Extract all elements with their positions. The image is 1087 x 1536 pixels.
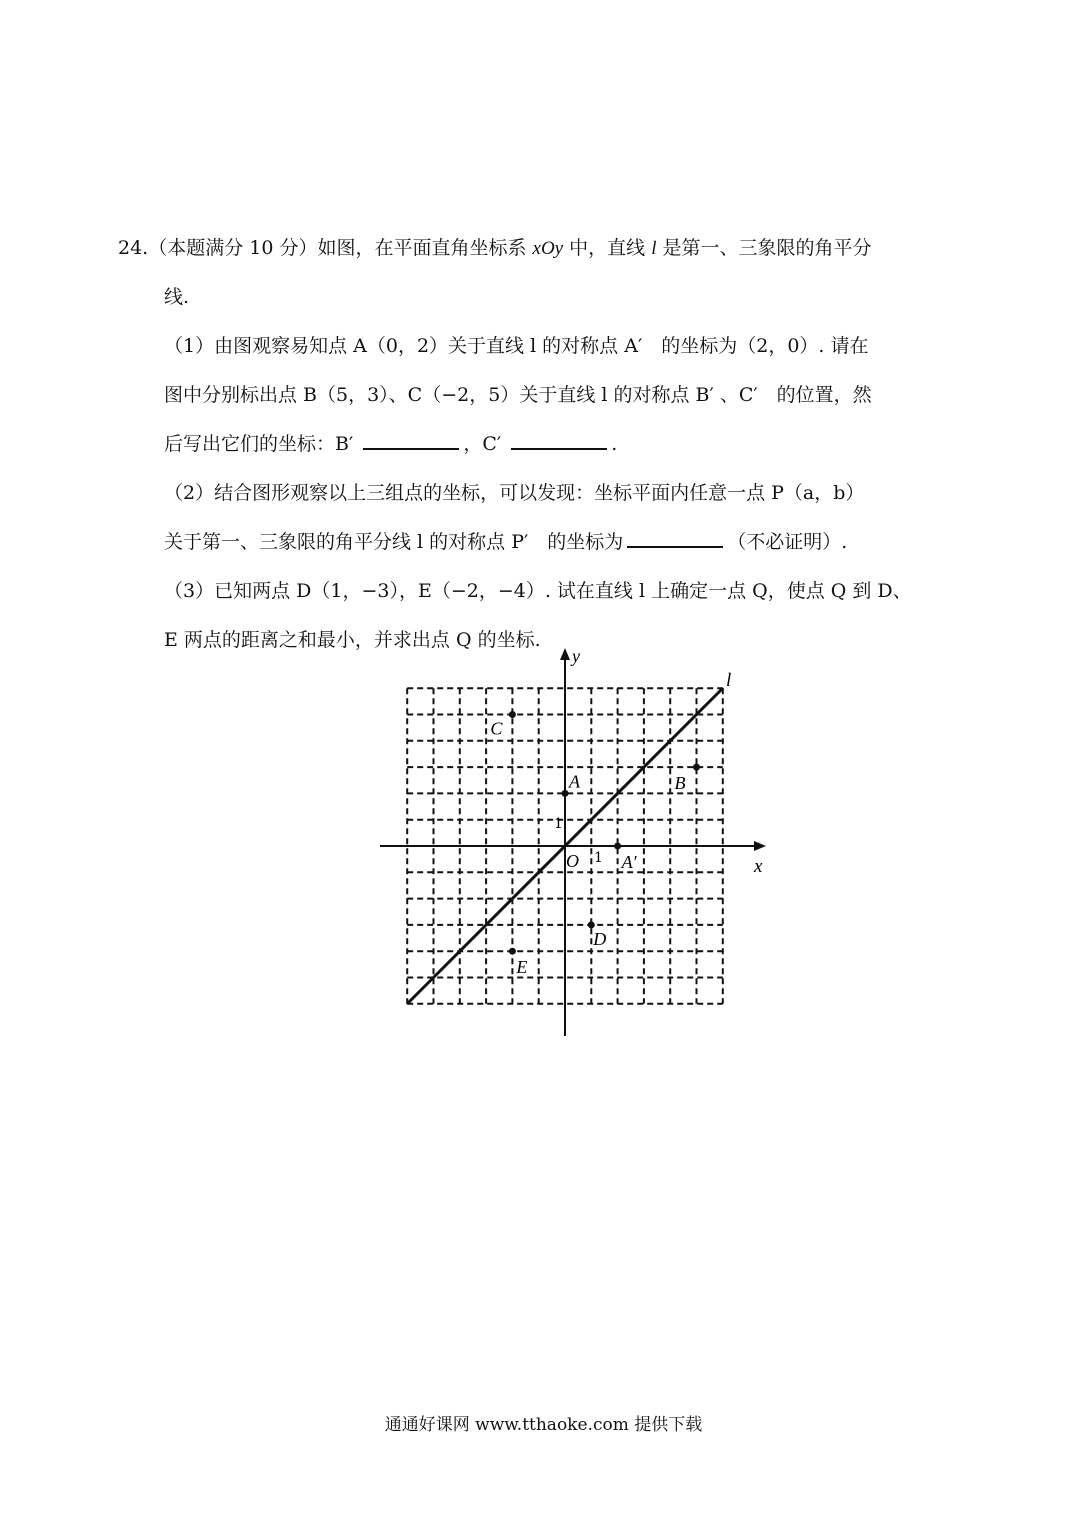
point-a-prime xyxy=(614,843,621,850)
y-axis-label: y xyxy=(572,646,580,666)
part2-line2 xyxy=(118,518,978,567)
origin-label: O xyxy=(566,851,579,871)
point-c xyxy=(509,711,516,718)
part1-line1: （1）由图观察易知点 A（0，2）关于直线 l 的对称点 A′ 的坐标为（2，0）. 请在 xyxy=(164,335,869,357)
point-a xyxy=(562,790,569,797)
y-axis-arrow xyxy=(560,648,570,660)
coordinate-grid-figure xyxy=(370,642,790,1042)
line-name: l xyxy=(651,238,657,259)
part1-line3 xyxy=(118,420,978,469)
part3-line1: （3）已知两点 D（1，−3），E（−2，−4）. 试在直线 l 上确定一点 Q，使点 Q 到 D、 xyxy=(164,580,912,602)
question-header xyxy=(118,224,978,273)
part2-line1: （2）结合图形观察以上三组点的坐标，可以发现：坐标平面内任意一点 P（a，b） xyxy=(164,482,865,504)
point-e xyxy=(509,948,516,955)
answer-blank-c[interactable] xyxy=(511,428,607,450)
question-header-text: （本题满分 10 分）如图，在平面直角坐标系 xyxy=(148,237,527,259)
question-header-wrap: 线. xyxy=(164,286,190,308)
question-header-end: 是第一、三象限的角平分 xyxy=(656,237,872,259)
point-label-a: A xyxy=(569,771,580,792)
x-unit-label: 1 xyxy=(594,850,603,866)
answer-blank-b[interactable] xyxy=(363,428,459,450)
point-d xyxy=(588,921,595,928)
point-label-c: C xyxy=(490,718,503,739)
question-header-mid: 中，直线 xyxy=(563,237,652,259)
point-label-e: E xyxy=(516,957,528,978)
y-unit-label: 1 xyxy=(554,816,563,832)
part1-line3-sep: ，C′ xyxy=(463,433,502,455)
answer-blank-p[interactable] xyxy=(627,526,723,548)
part1-line3-text: 后写出它们的坐标：B′ xyxy=(164,433,354,455)
point-label-d: D xyxy=(593,928,607,949)
point-label-a-prime: A′ xyxy=(621,852,637,872)
part1-line3-end: . xyxy=(611,433,618,455)
question-number: 24. xyxy=(118,237,149,259)
page-footer: 通通好课网 www.tthaoke.com 提供下载 xyxy=(384,1415,703,1435)
part1-line2: 图中分别标出点 B（5，3）、C（−2，5）关于直线 l 的对称点 B′ 、C′ 的位置，然 xyxy=(164,384,872,406)
point-label-b: B xyxy=(674,773,686,794)
x-axis-arrow xyxy=(754,841,766,851)
plotted-points xyxy=(490,711,700,977)
point-b xyxy=(693,764,700,771)
x-axis-label: x xyxy=(754,856,763,877)
part2-line2-end: （不必证明）. xyxy=(727,531,848,553)
part3-line2: E 两点的距离之和最小，并求出点 Q 的坐标. xyxy=(164,629,541,651)
part2-line2-text: 关于第一、三象限的角平分线 l 的对称点 P′ 的坐标为 xyxy=(164,531,624,553)
question-24 xyxy=(118,224,978,665)
line-l-label: l xyxy=(726,670,732,691)
coordinate-system-name: xOy xyxy=(532,238,564,259)
